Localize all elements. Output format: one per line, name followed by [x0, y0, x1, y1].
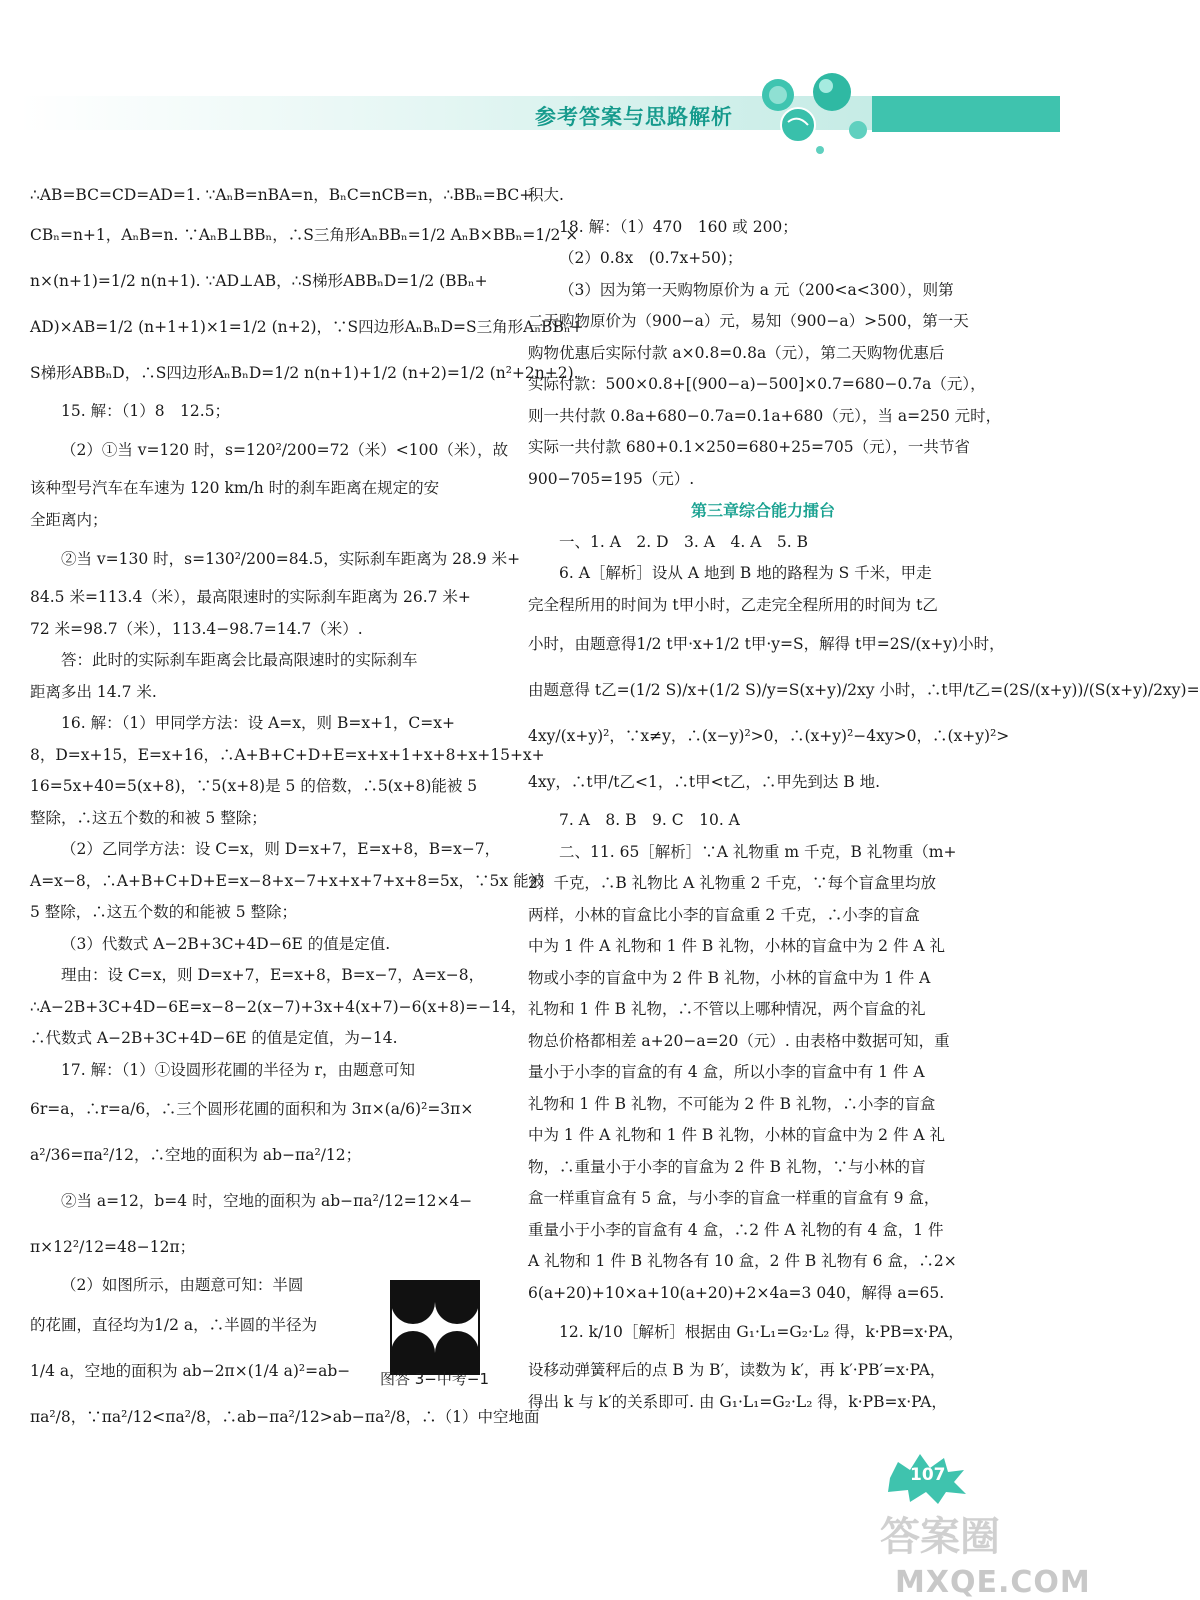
- text-line: 84.5 米=113.4（米），最高限速时的实际刹车距离为 26.7 米+: [30, 588, 471, 606]
- text-line: AD)×AB=1/2 (n+1+1)×1=1/2 (n+2)，∵S四边形AₙBₙD=S三角形AₙBBₙ+: [30, 317, 584, 336]
- text-line: n×(n+1)=1/2 n(n+1). ∵AD⊥AB，∴S梯形ABBₙD=1/2 (BBₙ+: [30, 271, 488, 290]
- text-line: 16. 解：（1）甲同学方法：设 A=x，则 B=x+1，C=x+: [61, 714, 456, 732]
- text-line: 实际一共付款 680+0.1×250=680+25=705（元），一共节省: [528, 438, 970, 456]
- text-line: 的花圃，直径均为1/2 a，∴半圆的半径为: [30, 1315, 318, 1334]
- text-line: 4xy/(x+y)²，∵x≠y，∴(x−y)²>0，∴(x+y)²−4xy>0，∴(x+y)²>: [528, 727, 1010, 745]
- text-line: 距离多出 14.7 米.: [30, 682, 157, 701]
- page-header: [0, 0, 1075, 170]
- text-line: 物总价格都相差 a+20−a=20（元）. 由表格中数据可知，重: [528, 1031, 950, 1050]
- text-line: π×12²/12=48−12π；: [30, 1238, 196, 1256]
- text-line: 由题意得 t乙=(1/2 S)/x+(1/2 S)/y=S(x+y)/2xy 小时，∴t甲/t乙=(2S/(x+y))/(S(x+y)/2xy)=: [528, 681, 1200, 699]
- text-line: 物，∴重量小于小李的盲盒为 2 件 B 礼物，∵与小林的盲: [528, 1157, 926, 1176]
- text-line: A 礼物和 1 件 B 礼物各有 10 盒，2 件 B 礼物有 6 盒，∴2×: [528, 1252, 957, 1270]
- text-line: 900−705=195（元）.: [528, 469, 695, 488]
- text-line: 6r=a，∴r=a/6，∴三个圆形花圃的面积和为 3π×(a/6)²=3π×: [30, 1100, 474, 1118]
- text-line: 量小于小李的盲盒的有 4 盒，所以小李的盲盒中有 1 件 A: [528, 1063, 925, 1081]
- text-line: （3）代数式 A−2B+3C+4D−6E 的值是定值.: [61, 934, 391, 953]
- text-line: 5 整除，∴这五个数的和能被 5 整除；: [30, 903, 298, 921]
- page-number: 107: [910, 1465, 946, 1485]
- text-line: 16=5x+40=5(x+8)，∵5(x+8)是 5 的倍数，∴5(x+8)能被 5: [30, 777, 478, 795]
- text-line: （2）如图所示，由题意可知：半圆: [61, 1276, 304, 1294]
- text-line: ∴A−2B+3C+4D−6E=x−8−2(x−7)+3x+4(x+7)−6(x+8)=−14，: [30, 997, 527, 1016]
- text-line: 8，D=x+15，E=x+16，∴A+B+C+D+E=x+x+1+x+8+x+15+x+: [30, 745, 545, 764]
- text-line: ②当 a=12，b=4 时，空地的面积为 ab−πa²/12=12×4−: [61, 1192, 473, 1210]
- text-line: 4xy，∴t甲/t乙<1，∴t甲<t乙，∴甲先到达 B 地.: [528, 773, 881, 791]
- text-line: 礼物和 1 件 B 礼物，不可能为 2 件 B 礼物，∴小李的盲盒: [528, 1094, 936, 1113]
- semicircle-figure: [390, 1280, 480, 1375]
- text-line: 设移动弹簧秤后的点 B 为 B′，读数为 k′，再 k′·PB′=x·PA，: [528, 1361, 946, 1379]
- text-line: 15. 解：（1）8 12.5；: [61, 401, 231, 420]
- text-line: 二、11. 65［解析］∵A 礼物重 m 千克，B 礼物重（m+: [559, 842, 957, 861]
- text-line: 1/4 a，空地的面积为 ab−2π×(1/4 a)²=ab−: [30, 1361, 351, 1380]
- text-line: 物或小李的盲盒中为 2 件 B 礼物，小林的盲盒中为 1 件 A: [528, 968, 931, 987]
- text-line: ②当 v=130 时，s=130²/200=84.5，实际刹车距离为 28.9 米+: [61, 550, 521, 568]
- text-line: 18. 解：（1）470 160 或 200；: [559, 217, 798, 236]
- text-line: 理由：设 C=x，则 D=x+7，E=x+8，B=x−7，A=x−8，: [61, 966, 485, 984]
- text-line: 6. A［解析］设从 A 地到 B 地的路程为 S 千米，甲走: [559, 564, 932, 582]
- text-line: 72 米=98.7（米），113.4−98.7=14.7（米）.: [30, 619, 363, 638]
- text-line: 12. k/10［解析］根据由 G₁·L₁=G₂·L₂ 得，k·PB=x·PA，: [559, 1323, 964, 1341]
- text-line: 2）千克，∴B 礼物比 A 礼物重 2 千克，∵每个盲盒里均放: [528, 874, 936, 892]
- text-line: S梯形ABBₙD，∴S四边形AₙBₙD=1/2 n(n+1)+1/2 (n+2)=1/2 (n²+2n+2).: [30, 363, 579, 382]
- text-line: 整除，∴这五个数的和被 5 整除；: [30, 808, 267, 827]
- text-line: 重量小于小李的盲盒有 4 盒，∴2 件 A 礼物的有 4 盒，1 件: [528, 1220, 944, 1239]
- text-line: 该种型号汽车在车速为 120 km/h 时的刹车距离在规定的安: [30, 479, 440, 497]
- text-line: 7. A 8. B 9. C 10. A: [559, 811, 740, 829]
- bubbles-decoration-icon: [760, 70, 880, 165]
- text-line: CBₙ=n+1，AₙB=n. ∵AₙB⊥BBₙ，∴S三角形AₙBBₙ=1/2 AₙB×BBₙ=1/2 ×: [30, 225, 579, 244]
- text-line: 全距离内；: [30, 510, 108, 529]
- text-line: （2）0.8x (0.7x+50)；: [559, 249, 743, 267]
- text-line: 答：此时的实际刹车距离会比最高限速时的实际刹车: [61, 651, 418, 669]
- text-line: ∴代数式 A−2B+3C+4D−6E 的值是定值，为−14.: [30, 1029, 398, 1047]
- text-line: 两样，小林的盲盒比小李的盲盒重 2 千克，∴小李的盲盒: [528, 905, 920, 924]
- text-line: 礼物和 1 件 B 礼物，∴不管以上哪种情况，两个盲盒的礼: [528, 1000, 926, 1018]
- text-line: 小时，由题意得1/2 t甲·x+1/2 t甲·y=S，解得 t甲=2S/(x+y)小时，: [528, 635, 1005, 653]
- header-title: 参考答案与思路解析: [535, 105, 733, 129]
- text-line: 得出 k 与 k′的关系即可. 由 G₁·L₁=G₂·L₂ 得，k·PB=x·PA，: [528, 1392, 947, 1411]
- text-line: 17. 解：（1）①设圆形花圃的半径为 r，由题意可知: [61, 1060, 416, 1079]
- text-line: 一、1. A 2. D 3. A 4. A 5. B: [559, 532, 808, 551]
- text-line: πa²/8，∵πa²/12<πa²/8，∴ab−πa²/12>ab−πa²/8，∴（1）中空地面: [30, 1407, 540, 1426]
- text-line: 盒一样重盲盒有 5 盒，与小李的盲盒一样重的盲盒有 9 盒，: [528, 1189, 940, 1207]
- watermark-url: MXQE.COM: [895, 1565, 1091, 1600]
- text-line: （2）乙同学方法：设 C=x，则 D=x+7，E=x+8，B=x−7，: [61, 840, 501, 858]
- text-line: A=x−8，∴A+B+C+D+E=x−8+x−7+x+x+7+x+8=5x，∵5x 能被: [30, 871, 545, 890]
- text-line: ∴AB=BC=CD=AD=1. ∵AₙB=nBA=n，BₙC=nCB=n，∴BBₙ=BC+: [30, 186, 533, 204]
- figure-caption: 图答 3−中考−1: [380, 1370, 489, 1388]
- header-bar: [872, 96, 1060, 132]
- text-line: a²/36=πa²/12，∴空地的面积为 ab−πa²/12；: [30, 1146, 362, 1164]
- text-line: 完全程所用的时间为 t甲小时，乙走完全程所用的时间为 t乙: [528, 595, 938, 614]
- text-line: 中为 1 件 A 礼物和 1 件 B 礼物，小林的盲盒中为 2 件 A 礼: [528, 937, 945, 955]
- text-line: 中为 1 件 A 礼物和 1 件 B 礼物，小林的盲盒中为 2 件 A 礼: [528, 1126, 945, 1144]
- text-line: 实际付款：500×0.8+[(900−a)−500]×0.7=680−0.7a（元），: [528, 375, 986, 393]
- right-column: [528, 180, 1200, 1418]
- section-title: 第三章综合能力擂台: [690, 501, 835, 520]
- text-line: 6(a+20)+10×a+10(a+20)+2×4a=3 040，解得 a=65.: [528, 1283, 945, 1302]
- watermark-logo: 答案圈: [880, 1514, 1000, 1560]
- text-line: 积大.: [528, 186, 564, 204]
- text-line: （2）①当 v=120 时，s=120²/200=72（米）<100（米），故: [61, 441, 509, 459]
- text-line: 则一共付款 0.8a+680−0.7a=0.1a+680（元），当 a=250 元时，: [528, 406, 1002, 425]
- text-line: （3）因为第一天购物原价为 a 元（200<a<300），则第: [559, 280, 954, 299]
- text-line: 二天购物原价为（900−a）元，易知（900−a）>500，第一天: [528, 312, 969, 330]
- text-line: 购物优惠后实际付款 a×0.8=0.8a（元），第二天购物优惠后: [528, 343, 945, 362]
